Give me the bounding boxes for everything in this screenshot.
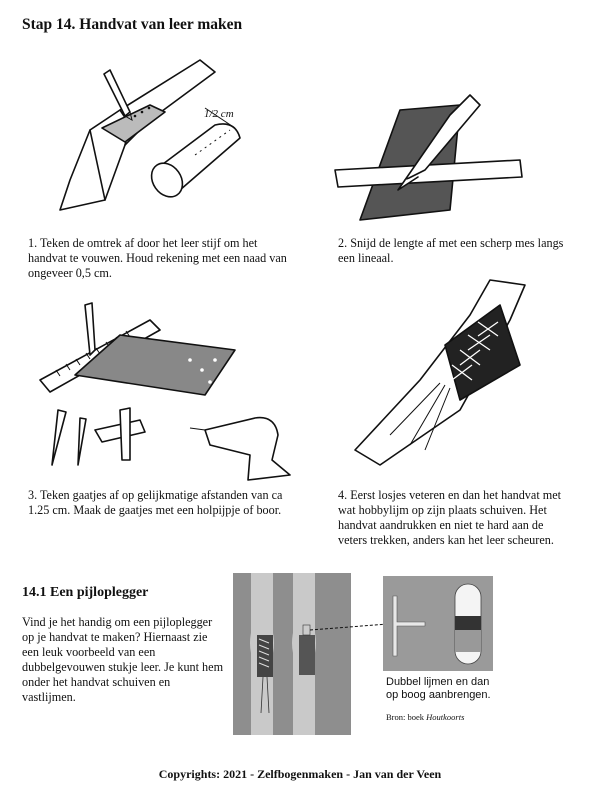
illustration-wrap-leather [30, 50, 260, 220]
photo-source [386, 712, 496, 722]
illustration-mark-holes [30, 300, 300, 480]
step-3-caption: 3. Teken gaatjes af op gelijkmatige afstanden van ca 1.25 cm. Maak de gaatjes met een holpijpje of boor. [28, 488, 283, 517]
seam-annotation: 1/2 cm [204, 108, 234, 120]
step-4-caption: 4. Eerst losjes veteren en dan het handvat met wat hobbylijm op zijn plaats schuiven. Het handvat aandrukken en niet te hard aan de veters trekken, anders kan het leer scheuren. [338, 488, 562, 547]
source-prefix: Bron: boek [386, 712, 427, 722]
page-title: Stap 14. Handvat van leer maken [22, 16, 243, 33]
photo-caption: Dubbel lijmen en dan op boog aanbrengen. [386, 676, 491, 701]
copyright-footer: Copyrights: 2021 - Zelfbogenmaken - Jan van der Veen [158, 767, 442, 781]
source-title: Houtkoorts [426, 712, 465, 722]
section-text: Vind je het handig om een pijloplegger op je handvat te maken? Hiernaast zie een leuk voorbeeld van een dubbelgevouwen stukje leer. Je kunt hem onder het handvat schuiven en vastlijmen. [22, 615, 224, 704]
photo-handle [233, 573, 351, 735]
photo-arrow-rest [383, 576, 493, 671]
connector-line [310, 620, 390, 640]
section-heading: 14.1 Een pijloplegger [22, 585, 149, 600]
illustration-cut-knife [330, 95, 530, 225]
step-2-caption: 2. Snijd de lengte af met een scherp mes langs een lineaal. [338, 236, 564, 265]
step-1-caption: 1. Teken de omtrek af door het leer stijf om het handvat te vouwen. Houd rekening met een naad van ongeveer 0,5 cm. [28, 236, 287, 280]
illustration-laced-handle [350, 270, 570, 470]
